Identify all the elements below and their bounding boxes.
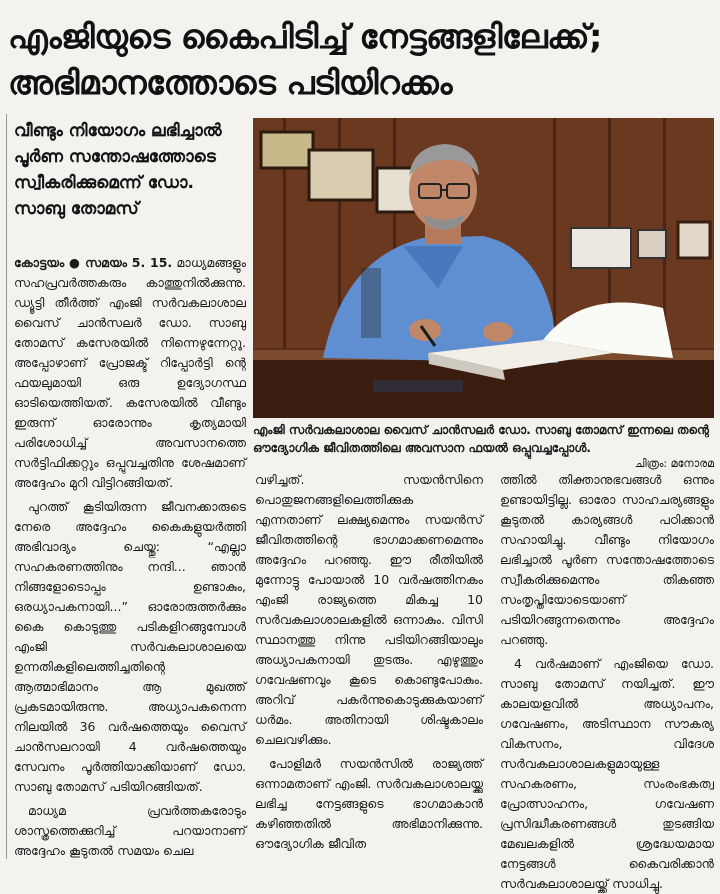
paragraph-text: മാധ്യമങ്ങളും സഹപ്രവർത്തകരും കാത്തുനിൽക്കുന്നു. ഡ്യൂട്ടി തീർത്ത് എംജി സർവകലാശാല വൈസ് ചാൻസലർ ഡോ. സാബു തോമസ് കസേരയിൽ നിന്നെഴുന്നേറ്റു. അപ്പോഴാണ് പ്രോജക്ട് റിപ്പോർട്ടി ന്റെ ഫയലുമായി ഒരു ഉദ്യോഗസ്ഥ ഓടിയെത്തിയത്. കസേരയിൽ വീണ്ടും ഇരുന്ന് ഓരോന്നും കൃത്യമായി പരിശോധിച്ച് അവസാനത്തെ സർട്ടിഫിക്കറ്റും ഒപ്പുവച്ചതിനു ശേഷമാണ് അദ്ദേഹം മുറി വിട്ടിറങ്ങിയത്. [14, 255, 246, 490]
headline-line-2: അഭിമാനത്തോടെ പടിയിറക്കം [8, 63, 452, 102]
headline [8, 14, 712, 106]
article-paragraph: മാധ്യമ പ്രവർത്തകരോടും ശാസ്ത്രത്തെക്കുറിച്ച് പറയാനാണ് അദ്ദേഹം കൂടുതൽ സമയം ചെല [14, 803, 246, 858]
article-column-1 [14, 253, 246, 861]
article-paragraph: വഴിച്ചത്. സയൻസിനെ പൊതുജനങ്ങളിലെത്തിക്കുക എന്നതാണ് ലക്ഷ്യമെന്നും സയൻസ് ജീവിതത്തിന്റെ ഭാഗമാക്കണമെന്നും അദ്ദേഹം പറഞ്ഞു. ഈ രീതിയിൽ മുന്നോട്ടു പോയാൽ 10 വർഷത്തിനകം എംജി രാജ്യത്തെ മികച്ച 10 സർവകലാശാലകളിൽ ഒന്നാകും. വിസി സ്ഥാനത്തു നിന്നു പടിയിറങ്ങിയാലും അധ്യാപകനായി തുടരും. എഴുത്തും ഗവേഷണവും കൂടെ കൊണ്ടുപോകും. അറിവ് പകർന്നുകൊടുക്കുകയാണ് ധർമം. അതിനായി ശിഷ്ടകാലം ചെലവഴിക്കും. [255, 472, 483, 747]
article-paragraph: ത്തിൽ തിക്താനുഭവങ്ങൾ ഒന്നും ഉണ്ടായിട്ടില്ല. ഓരോ സാഹചര്യങ്ങളും കൂടുതൽ കാര്യങ്ങൾ പഠിക്കാൻ സഹായിച്ചു. വീണ്ടും നിയോഗം ലഭിച്ചാൽ പൂർണ സന്തോഷത്തോടെ സ്വീകരിക്കുമെന്നും തികഞ്ഞ സംതൃപ്തിയോടെയാണ് പടിയിറങ്ങുന്നതെന്നും അദ്ദേഹം പറഞ്ഞു. [500, 472, 714, 647]
photo-illustration [253, 118, 714, 418]
article-paragraph: പോളിമർ സയൻസിൽ രാജ്യത്ത് ഒന്നാമതാണ് എംജി. സർവകലാശാലയ്ക്കു ലഭിച്ച നേട്ടങ്ങളുടെ ഭാഗമാകാൻ കഴിഞ്ഞതിൽ അഭിമാനിക്കുന്നു. ഔദ്യോഗിക ജീവിത [255, 756, 483, 851]
photo-caption [253, 421, 714, 473]
dateline: കോട്ടയം ● സമയം 5. 15. [14, 255, 173, 270]
article-paragraph: പുറത്ത് കൂടിയിരുന്ന ജീവനക്കാരുടെ നേരെ അദ്ദേഹം കൈകളുയർത്തി അഭിവാദ്യം ചെയ്തു: “എല്ലാ സഹകരണത്തിനും നന്ദി... ഞാൻ നിങ്ങളോടൊപ്പം ഉണ്ടാകും, ഒരധ്യാപകനായി...” ഓരോരുത്തർക്കും കൈ കൊടുത്തു പടികളിറങ്ങുമ്പോൾ എംജി സർവകലാശാലയെ ഉന്നതികളിലെത്തിച്ചതിന്റെ ആത്മാഭിമാനം ആ മുഖത്ത് പ്രകടമായിരുന്നു. അധ്യാപകനെന്ന നിലയിൽ 36 വർഷത്തെയും വൈസ് ചാൻസലറായി 4 വർഷത്തെയും സേവനം പൂർത്തിയാക്കിയാണ് ഡോ. സാബു തോമസ് പടിയിറങ്ങിയത്. [14, 499, 246, 794]
news-photo [253, 118, 714, 418]
column-rule [6, 114, 7, 859]
article-column-2 [255, 470, 483, 861]
headline-line-1: എംജിയുടെ കൈപിടിച്ച് നേട്ടങ്ങളിലേക്ക്; [8, 17, 602, 56]
article-paragraph [14, 253, 246, 493]
photo-caption-text: എംജി സർവകലാശാല വൈസ് ചാൻസലർ ഡോ. സാബു തോമസ് ഇന്നലെ തന്റെ ഔദ്യോഗിക ജീവിതത്തിലെ അവസാന ഫയൽ ഒപ്പുവച്ചപ്പോൾ. [253, 423, 709, 455]
photo-credit: ചിത്രം: മനോരമ [634, 457, 714, 470]
article-column-3 [500, 470, 714, 891]
article-paragraph: 4 വർഷമാണ് എംജിയെ ഡോ. സാബു തോമസ് നയിച്ചത്. ഈ കാലയളവിൽ അധ്യാപനം, ഗവേഷണം, അടിസ്ഥാന സൗകര്യ വികസനം, വിദേശ സർവകലാശാലകളുമായുള്ള സഹകരണം, സംരംഭകത്വ പ്രോത്സാഹനം, ഗവേഷണ പ്രസിദ്ധീകരണങ്ങൾ തുടങ്ങിയ മേഖലകളിൽ ശ്രദ്ധേയമായ നേട്ടങ്ങൾ കൈവരിക്കാൻ സർവകലാശാലയ്ക്ക് സാധിച്ചു. [500, 656, 714, 891]
subheadline: വീണ്ടും നിയോഗം ലഭിച്ചാൽ പൂർണ സന്തോഷത്തോടെ സ്വീകരിക്കുമെന്ന് ഡോ. സാബു തോമസ് [14, 121, 222, 219]
